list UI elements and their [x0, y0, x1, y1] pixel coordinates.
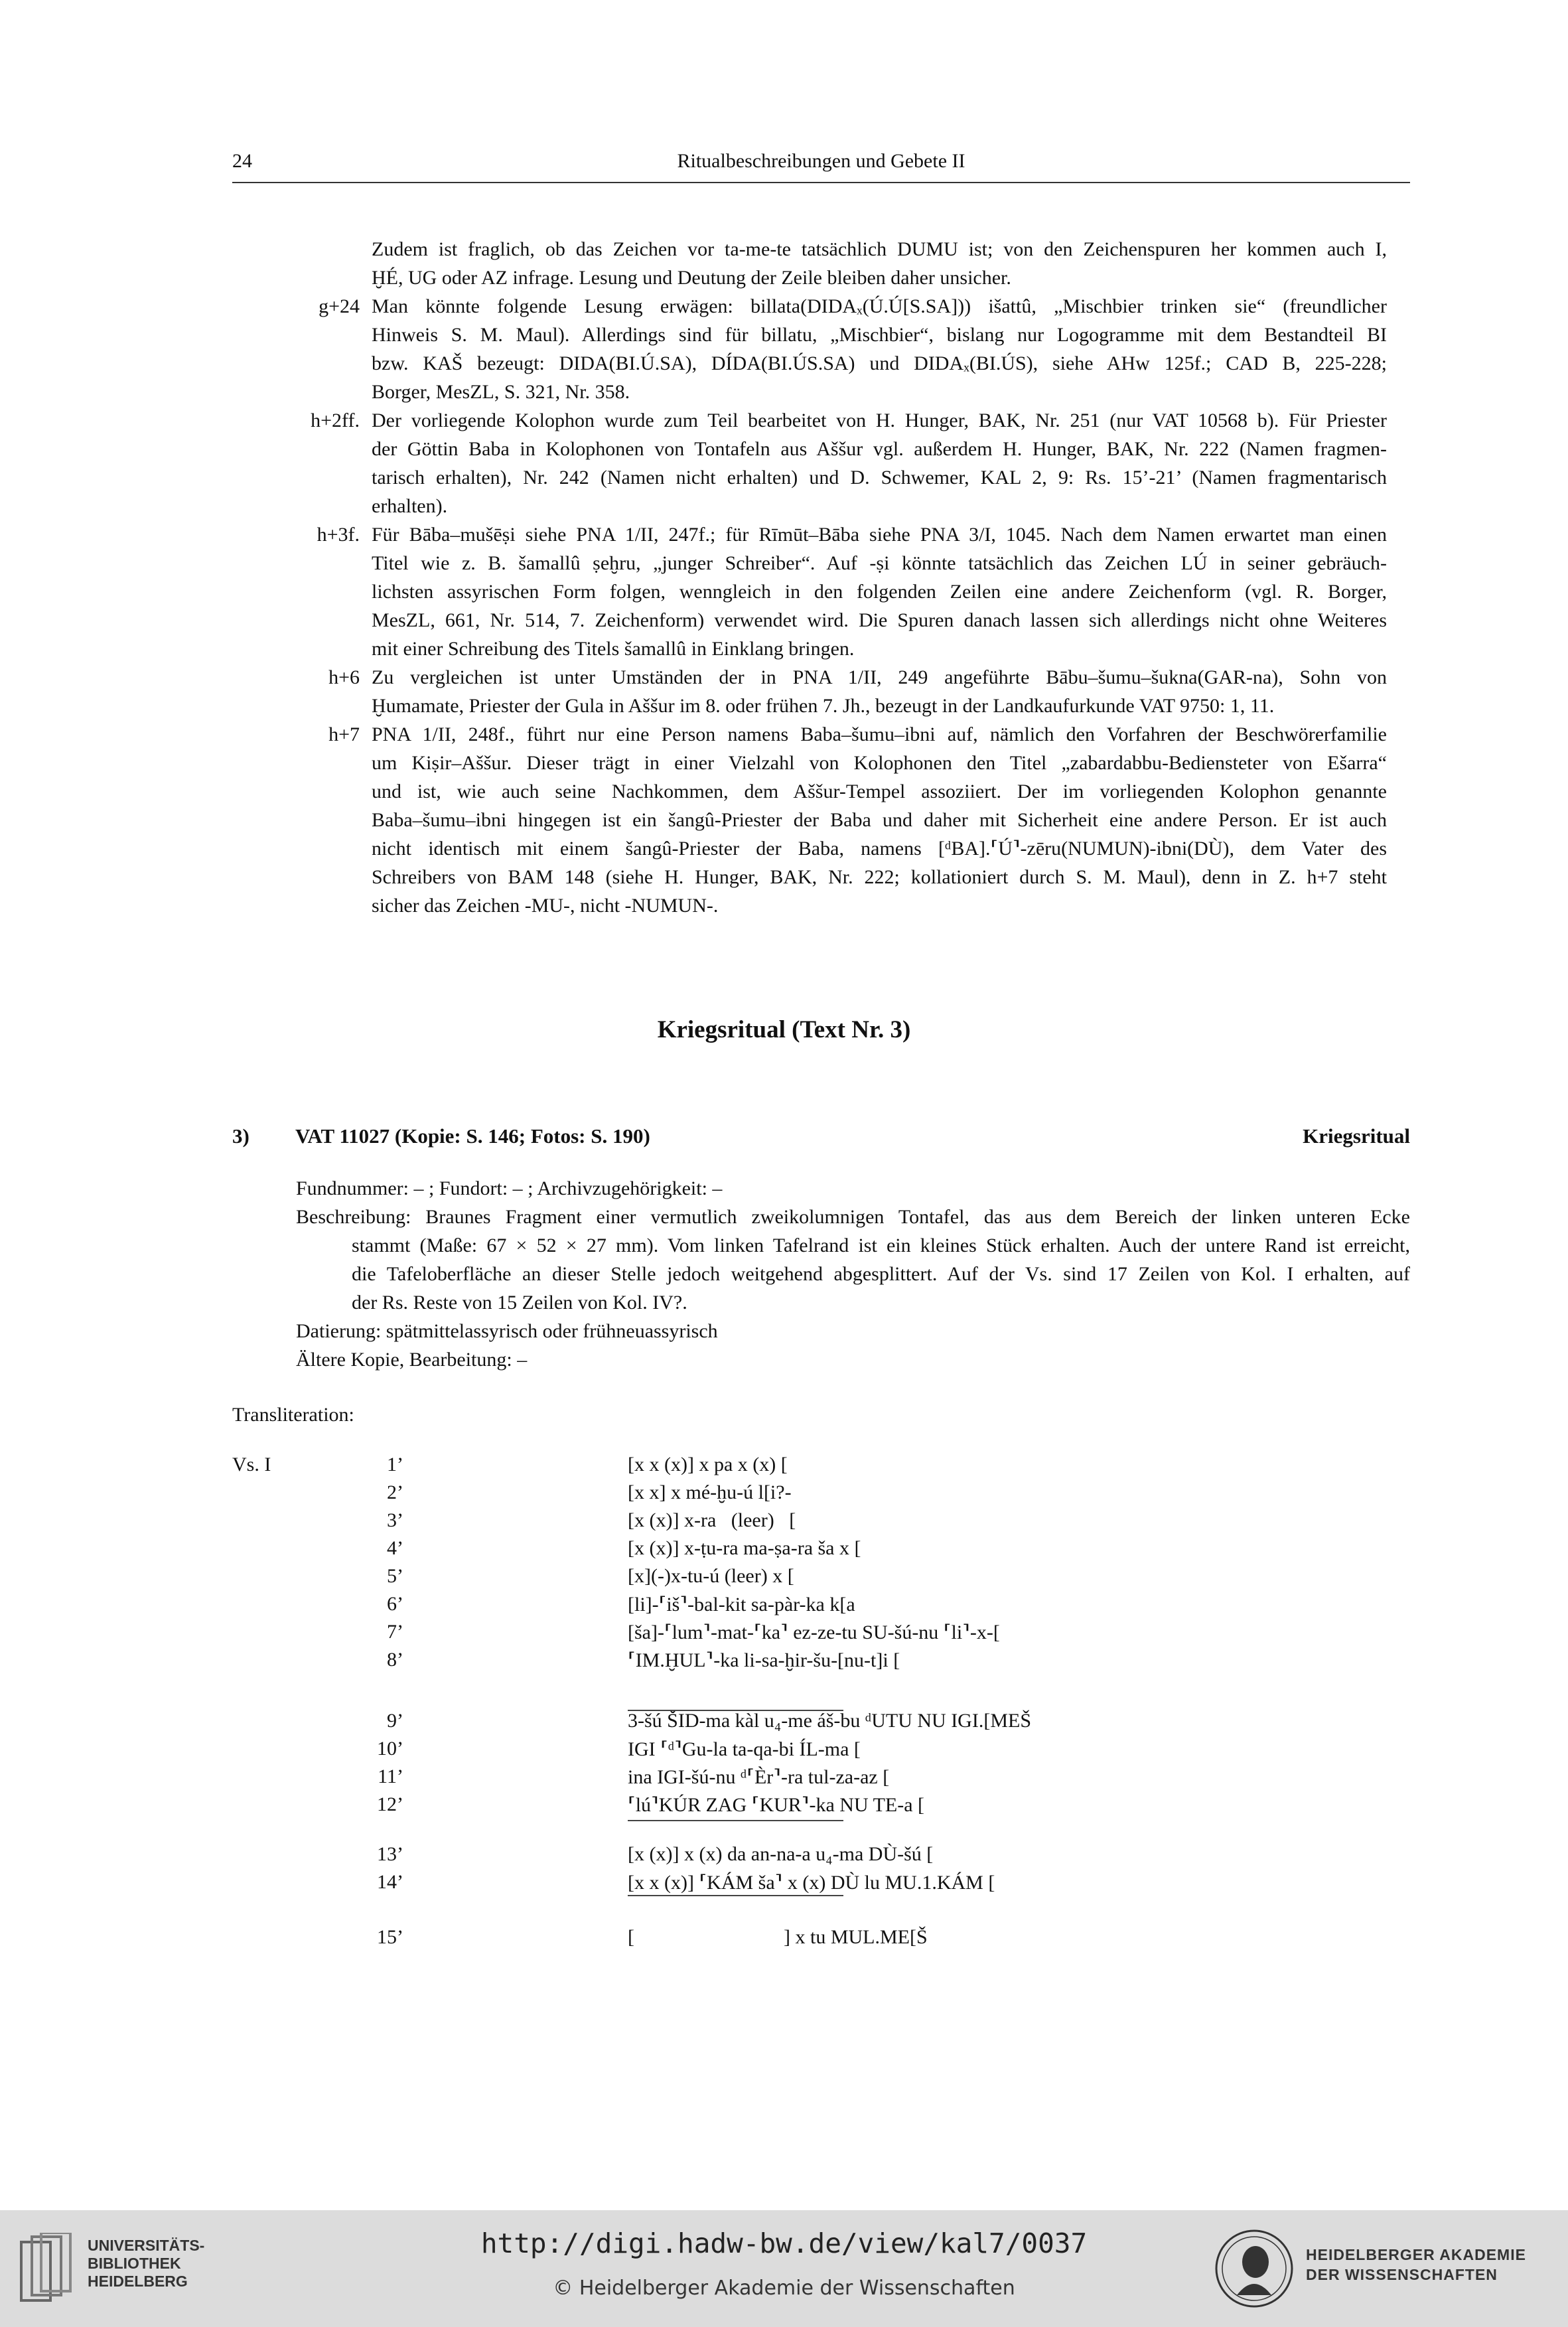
note-label: h+6 — [328, 666, 360, 688]
note-label: h+2ff. — [311, 410, 360, 431]
line-number: 3’ — [387, 1509, 403, 1531]
note-line: Titel wie z. B. šamallû ṣeḫru, „junger Schreiber“. Auf -ṣi könnte tatsächlich das Zeichen LÚ in seiner gebräuch- — [372, 552, 1387, 574]
tablet-side-label: Vs. I — [232, 1454, 271, 1475]
line-number: 5’ — [387, 1565, 403, 1587]
note-text — [372, 663, 1387, 720]
note-line: Schreibers von BAM 148 (siehe H. Hunger, BAK, Nr. 222; kollationiert durch S. M. Maul), denn in Z. h+7 steht — [372, 866, 1387, 888]
note-line: Zudem ist fraglich, ob das Zeichen vor ta-me-te tatsächlich DUMU ist; von den Zeichenspuren her kommen auch I, — [372, 238, 1387, 260]
note-label — [232, 235, 372, 292]
line-number: 2’ — [387, 1481, 403, 1503]
line-divider — [628, 1710, 843, 1711]
note-text — [372, 292, 1387, 406]
note-line: ḪÉ, UG oder AZ infrage. Lesung und Deutung der Zeile bleiben daher unsicher. — [372, 267, 1011, 289]
beschreibung-line: stammt (Maße: 67 × 52 × 27 mm). Vom linken Tafelrand ist ein kleines Stück erhalten. Auch der untere Rand ist erreicht, — [352, 1235, 1410, 1256]
note-line: Borger, MesZL, S. 321, Nr. 358. — [372, 381, 630, 403]
line-text: [x (x)] x-ra (leer) [ — [628, 1509, 796, 1531]
note-line: Ḫumamate, Priester der Gula in Aššur im 8. oder frühen 7. Jh., bezeugt in der Landkaufurkunde VAT 9750: 1, 11. — [372, 695, 1275, 717]
note-line: Der vorliegende Kolophon wurde zum Teil bearbeitet von H. Hunger, BAK, Nr. 251 (nur VAT 10568 b). Für Priester — [372, 410, 1387, 431]
beschreibung-paragraph — [296, 1203, 1410, 1317]
note-entry — [232, 406, 1410, 520]
note-text — [372, 720, 1387, 920]
running-header — [232, 147, 1410, 183]
line-text: [ša]-⸢lum⸣-mat-⸢ka⸣ ez-ze-tu SU-šú-nu ⸢li⸣-x-[ — [628, 1621, 1000, 1643]
note-line: lichsten assyrischen Form folgen, wenngleich in den folgenden Zeilen eine andere Zeichenform (vgl. R. Borger, — [372, 581, 1387, 603]
note-label: h+7 — [328, 723, 360, 745]
line-text: [x (x)] x (x) da an-na-a u₄-ma DÙ-šú [ — [628, 1843, 934, 1865]
fundnummer-line: Fundnummer: – ; Fundort: – ; Archivzugehörigkeit: – — [296, 1177, 723, 1199]
line-number: 11’ — [378, 1765, 403, 1787]
datierung-line: Datierung: spätmittelassyrisch oder frühneuassyrisch — [296, 1320, 718, 1342]
line-text: ⸢lú⸣KÚR ZAG ⸢KUR⸣-ka NU TE-a [ — [628, 1794, 925, 1816]
line-number: 10’ — [377, 1738, 403, 1760]
note-entry — [232, 235, 1410, 292]
note-entry — [232, 663, 1410, 720]
line-number: 14’ — [377, 1871, 403, 1893]
commentary-notes — [232, 235, 1410, 920]
note-line: um Kiṣir–Aššur. Dieser trägt in einer Vielzahl von Kolophonen den Titel „zabardabbu-Bediensteter von Ešarra“ — [372, 752, 1387, 774]
note-line: Zu vergleichen ist unter Umständen der in PNA 1/II, 249 angeführte Bābu–šumu–šukna(GAR-na), Sohn von — [372, 666, 1387, 688]
line-number: 4’ — [387, 1537, 403, 1559]
beschreibung-line: die Tafeloberfläche an dieser Stelle jedoch weitgehend abgesplittert. Auf der Vs. sind 17 Zeilen von Kol. I erhalten, auf — [352, 1263, 1410, 1285]
academy-seal-icon — [1214, 2229, 1294, 2308]
note-text — [372, 235, 1387, 292]
line-text: [x (x)] x-ṭu-ra ma-ṣa-ra ša x [ — [628, 1537, 861, 1559]
beschreibung-line: der Rs. Reste von 15 Zeilen von Kol. IV?. — [352, 1292, 687, 1314]
digitization-footer — [0, 2210, 1568, 2327]
academy-name: HEIDELBERGER AKADEMIE DER WISSENSCHAFTEN — [1306, 2246, 1526, 2283]
note-entry — [232, 292, 1410, 406]
entry-number: 3) — [232, 1124, 249, 1148]
permalink-url[interactable]: http://digi.hadw-bw.de/view/kal7/0037 — [480, 2227, 1088, 2259]
note-text — [372, 520, 1387, 663]
note-line: Für Bāba–mušēṣi siehe PNA 1/II, 247f.; für Rīmūt–Bāba siehe PNA 3/I, 1045. Nach dem Namen erwartet man einen — [372, 524, 1387, 546]
note-line: Baba–šumu–ibni hingegen ist ein šangû-Priester der Baba und daher mit Sicherheit eine andere Person. Er ist auch — [372, 809, 1387, 831]
line-number: 6’ — [387, 1593, 403, 1615]
page-number: 24 — [232, 150, 252, 172]
line-number: 7’ — [387, 1621, 403, 1643]
note-line: MesZL, 661, Nr. 514, 7. Zeichenform) verwendet wird. Die Spuren danach lassen sich allerdings nicht ohne Weiteres — [372, 609, 1387, 631]
entry-reference: VAT 11027 (Kopie: S. 146; Fotos: S. 190) — [295, 1124, 650, 1148]
line-number: 15’ — [377, 1926, 403, 1948]
note-line: bzw. KAŠ bezeugt: DIDA(BI.Ú.SA), DÍDA(BI.ÚS.SA) und DIDAₓ(BI.ÚS), siehe AHw 125f.; CAD B, 225-228; — [372, 352, 1387, 374]
section-title: Kriegsritual (Text Nr. 3) — [657, 1016, 911, 1043]
line-text: [x x] x mé-ḫu-ú l[i?- — [628, 1481, 792, 1503]
line-text: [x x (x)] ⸢KÁM ša⸣ x (x) DÙ lu MU.1.KÁM [ — [628, 1872, 995, 1894]
note-label: g+24 — [319, 295, 360, 317]
line-number: 8’ — [387, 1649, 403, 1671]
note-line: Hinweis S. M. Maul). Allerdings sind für billatu, „Mischbier“, bislang nur Logogramme mit dem Bestandteil BI — [372, 324, 1387, 346]
line-text: ina IGI-šú-nu ᵈ⸢Èr⸣-ra tul-za-az [ — [628, 1766, 890, 1788]
note-label: h+3f. — [317, 524, 360, 546]
note-line: mit einer Schreibung des Titels šamallû in Einklang bringen. — [372, 638, 855, 660]
note-line: der Göttin Baba in Kolophonen von Tontafeln aus Aššur vgl. außerdem H. Hunger, BAK, Nr. 222 (Namen fragmen- — [372, 438, 1387, 460]
transliteration-label: Transliteration: — [232, 1404, 354, 1426]
kopie-line: Ältere Kopie, Bearbeitung: – — [296, 1349, 528, 1371]
note-entry — [232, 720, 1410, 920]
copyright-notice: © Heidelberger Akademie der Wissenschaften — [553, 2277, 1015, 2300]
library-name: UNIVERSITÄTS- BIBLIOTHEK HEIDELBERG — [88, 2237, 205, 2290]
tablet-description — [296, 1174, 1410, 1374]
line-text: IGI ⸢ᵈ⸣Gu-la ta-qa-bi ÍL-ma [ — [628, 1738, 861, 1760]
line-number: 12’ — [377, 1793, 403, 1815]
note-line: erhalten). — [372, 495, 448, 517]
line-text: [x x (x)] x pa x (x) [ — [628, 1454, 788, 1475]
beschreibung-line: Beschreibung: Braunes Fragment einer vermutlich zweikolumnigen Tontafel, das aus dem Bereich der linken unteren Ecke — [296, 1206, 1410, 1228]
note-line: PNA 1/II, 248f., führt nur eine Person namens Baba–šumu–ibni auf, nämlich den Vorfahren der Beschwörerfamilie — [372, 723, 1387, 745]
line-text: 3-šú ŠID-ma kàl u₄-me áš-bu ᵈUTU NU IGI.[MEŠ — [628, 1710, 1032, 1732]
note-line: Man könnte folgende Lesung erwägen: billata(DIDAₓ(Ú.Ú[S.SA])) išattû, „Mischbier trinken sie“ (freundlicher — [372, 295, 1387, 317]
line-text: [ ] x tu MUL.ME[Š — [628, 1926, 928, 1948]
line-text: [li]-⸢iš⸣-bal-kit sa-pàr-ka k[a — [628, 1594, 855, 1615]
note-text — [372, 406, 1387, 520]
note-line: nicht identisch mit einem šangû-Priester der Baba, namens [ᵈBA].⸢Ú⸣-zēru(NUMUN)-ibni(DÙ), dem Vater des — [372, 838, 1387, 860]
line-divider — [628, 1895, 843, 1896]
line-divider — [628, 1820, 843, 1821]
running-title: Ritualbeschreibungen und Gebete II — [677, 150, 965, 172]
note-line: und ist, wie auch seine Nachkommen, dem Aššur-Tempel assoziiert. Der im vorliegenden Kolophon genannte — [372, 781, 1387, 802]
entry-genre: Kriegsritual — [1303, 1124, 1410, 1148]
note-line: sicher das Zeichen -MU-, nicht -NUMUN-. — [372, 895, 719, 917]
line-number: 13’ — [377, 1843, 403, 1865]
note-entry — [232, 520, 1410, 663]
note-line: tarisch erhalten), Nr. 242 (Namen nicht erhalten) und D. Schwemer, KAL 2, 9: Rs. 15’-21’ (Namen fragmentarisch — [372, 467, 1387, 488]
line-number: 9’ — [387, 1710, 403, 1732]
line-number: 1’ — [387, 1454, 403, 1475]
line-text: ⸢IM.ḪUL⸣-ka li-sa-ḫir-šu-[nu-t]i [ — [628, 1649, 900, 1671]
line-text: [x](-)x-tu-ú (leer) x [ — [628, 1565, 794, 1587]
